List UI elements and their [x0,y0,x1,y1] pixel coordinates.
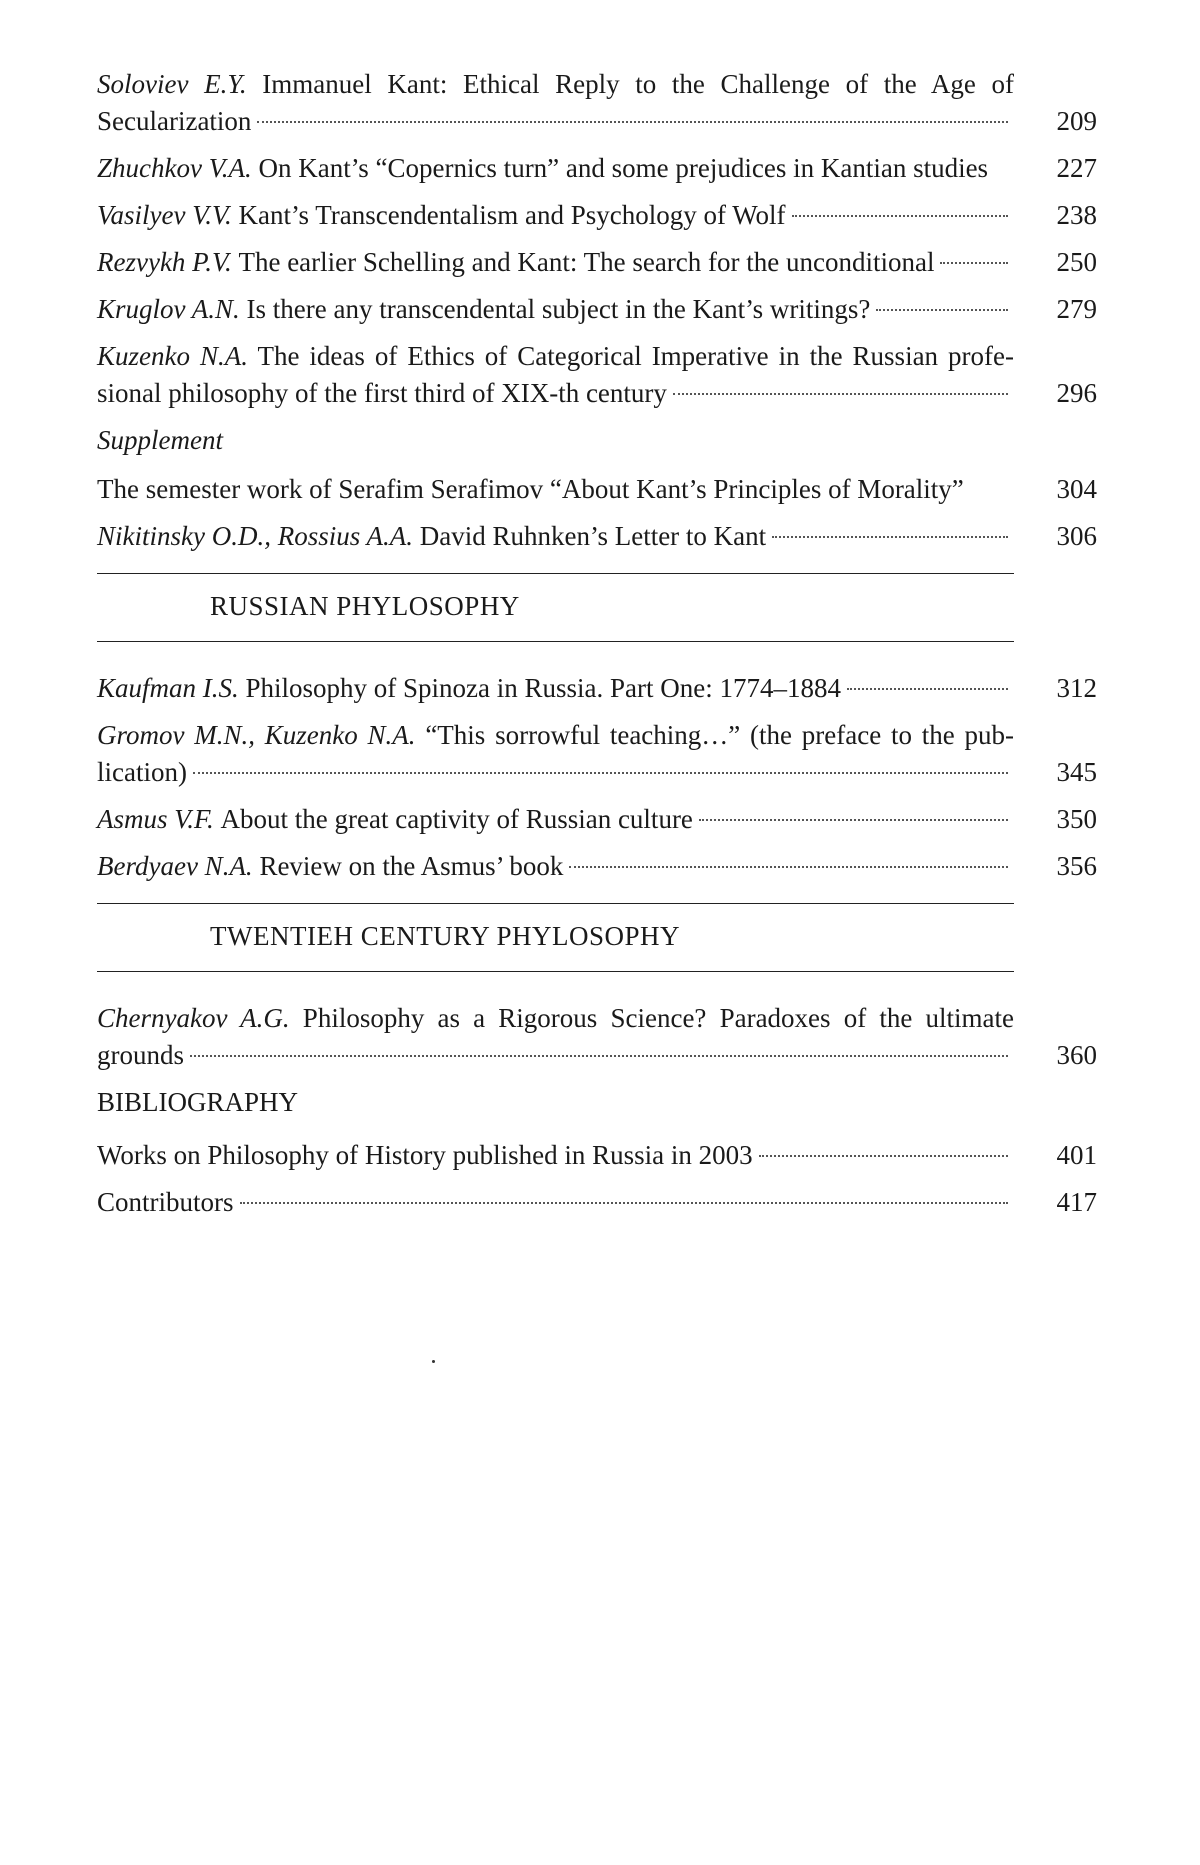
entry-page-number: 312 [1056,673,1097,703]
entry-page-number: 360 [1056,1040,1097,1070]
entry-page-number: 356 [1056,851,1097,881]
toc-entry[interactable] [97,244,1097,281]
entry-author: Soloviev E.Y. [97,69,247,99]
entry-first-line [97,1000,1014,1037]
section-rule-top [97,573,1014,574]
entry-page-number: 345 [1056,757,1097,787]
entry-page-number: 350 [1056,804,1097,834]
supplement-label: Supplement [97,425,223,455]
entry-title-part2: sional philosophy of the first third of XIX-th century [97,378,667,408]
entry-author: Nikitinsky O.D., Rossius A.A. [97,521,413,551]
entry-page-number: 279 [1056,294,1097,324]
toc-entry[interactable] [97,717,1097,791]
section-twentieth [97,903,1097,972]
entry-author: Kruglov A.N. [97,294,240,324]
dot-leader [759,1155,1008,1157]
entry-author: Zhuchkov V.A. [97,153,252,183]
entry-last-line [97,375,1014,412]
toc-entry[interactable] [97,1137,1097,1174]
entry-line [97,1137,1014,1174]
entry-line [97,150,1014,187]
section-rule-top [97,903,1014,904]
section-title: RUSSIAN PHYLOSOPHY [210,591,520,621]
entry-line [97,291,1014,328]
dot-leader [772,536,1008,538]
dot-leader [847,688,1008,690]
toc-entry[interactable] [97,291,1097,328]
toc-entry[interactable] [97,1184,1097,1221]
entry-first-line [97,338,1014,375]
entry-title: Philosophy of Spinoza in Russia. Part One: 1774–1884 [245,673,841,703]
entry-page-number: 250 [1056,247,1097,277]
entry-author: Kaufman I.S. [97,673,239,703]
section-russian [97,573,1097,642]
entry-title: Contributors [97,1187,234,1217]
entry-first-line [97,66,1014,103]
entry-title: Review on the Asmus’ book [259,851,564,881]
entry-page-number: 417 [1056,1187,1097,1217]
toc-entry[interactable] [97,1000,1097,1074]
section-rule-bottom [97,971,1014,972]
entry-title-part1: Immanuel Kant: Ethical Reply to the Challenge of the Age of [262,69,1014,99]
dot-leader [792,215,1008,217]
entry-title-part2: grounds [97,1040,184,1070]
entry-page-number: 227 [1056,153,1097,183]
entry-title-part1: The ideas of Ethics of Categorical Imperative in the Russian profe- [257,341,1014,371]
entry-line [97,518,1014,555]
entry-last-line [97,1037,1014,1074]
section-title: TWENTIEH CENTURY PHYLOSOPHY [210,921,680,951]
toc-entry[interactable] [97,197,1097,234]
dot-leader [673,393,1008,395]
dot-leader [569,866,1008,868]
toc-entry[interactable] [97,848,1097,885]
section-rule-bottom [97,641,1014,642]
entry-last-line [97,103,1014,140]
entry-title: Is there any transcendental subject in the Kant’s writings? [246,294,871,324]
entry-title-part1: Philosophy as a Rigorous Science? Paradoxes of the ultimate [302,1003,1014,1033]
entry-title-part2: lication) [97,757,187,787]
bibliography-heading: BIBLIOGRAPHY [97,1087,299,1117]
entry-first-line [97,717,1014,754]
entry-title: David Ruhnken’s Letter to Kant [419,521,767,551]
entry-author: Rezvykh P.V. [97,247,232,277]
dot-leader [940,262,1008,264]
entry-page-number: 238 [1056,200,1097,230]
entry-last-line [97,754,1014,791]
entry-author: Chernyakov A.G. [97,1003,290,1033]
toc-entry[interactable] [97,518,1097,555]
dot-leader [699,819,1008,821]
toc-entry[interactable] [97,66,1097,140]
entry-page-number: 304 [1056,474,1097,504]
entry-line [97,670,1014,707]
entry-author: Asmus V.F. [97,804,214,834]
dot-leader [190,1055,1008,1057]
entry-line [97,244,1014,281]
toc-entry[interactable] [97,670,1097,707]
toc-entry[interactable] [97,150,1097,187]
toc-entry[interactable] [97,338,1097,412]
scan-speck [432,1360,435,1363]
toc-entry[interactable] [97,471,1097,508]
entry-author: Berdyaev N.A. [97,851,253,881]
entry-author: Vasilyev V.V. [97,200,232,230]
entry-title: Kant’s Transcendentalism and Psychology of Wolf [238,200,786,230]
entry-line [97,471,1014,508]
entry-author: Kuzenko N.A. [97,341,248,371]
dot-leader [193,772,1008,774]
entry-line [97,1184,1014,1221]
entry-line [97,801,1014,838]
entry-title: About the great captivity of Russian culture [220,804,693,834]
entry-page-number: 401 [1056,1140,1097,1170]
entry-title-part2: Secularization [97,106,252,136]
dot-leader [257,121,1008,123]
entry-title-part1: “This sorrowful teaching…” (the preface to the pub- [425,720,1015,750]
toc-entry[interactable] [97,801,1097,838]
entry-title: The earlier Schelling and Kant: The search for the unconditional [238,247,935,277]
entry-line [97,197,1014,234]
toc-content [97,66,1097,1231]
dot-leader [240,1202,1008,1204]
entry-title: The semester work of Serafim Serafimov “About Kant’s Principles of Morality” [97,474,964,504]
entry-author: Gromov M.N., Kuzenko N.A. [97,720,416,750]
entry-line [97,848,1014,885]
entry-page-number: 296 [1056,378,1097,408]
entry-page-number: 306 [1056,521,1097,551]
dot-leader [876,309,1008,311]
entry-title: On Kant’s “Copernics turn” and some prejudices in Kantian studies [258,153,989,183]
entry-page-number: 209 [1056,106,1097,136]
entry-title: Works on Philosophy of History published in Russia in 2003 [97,1140,753,1170]
